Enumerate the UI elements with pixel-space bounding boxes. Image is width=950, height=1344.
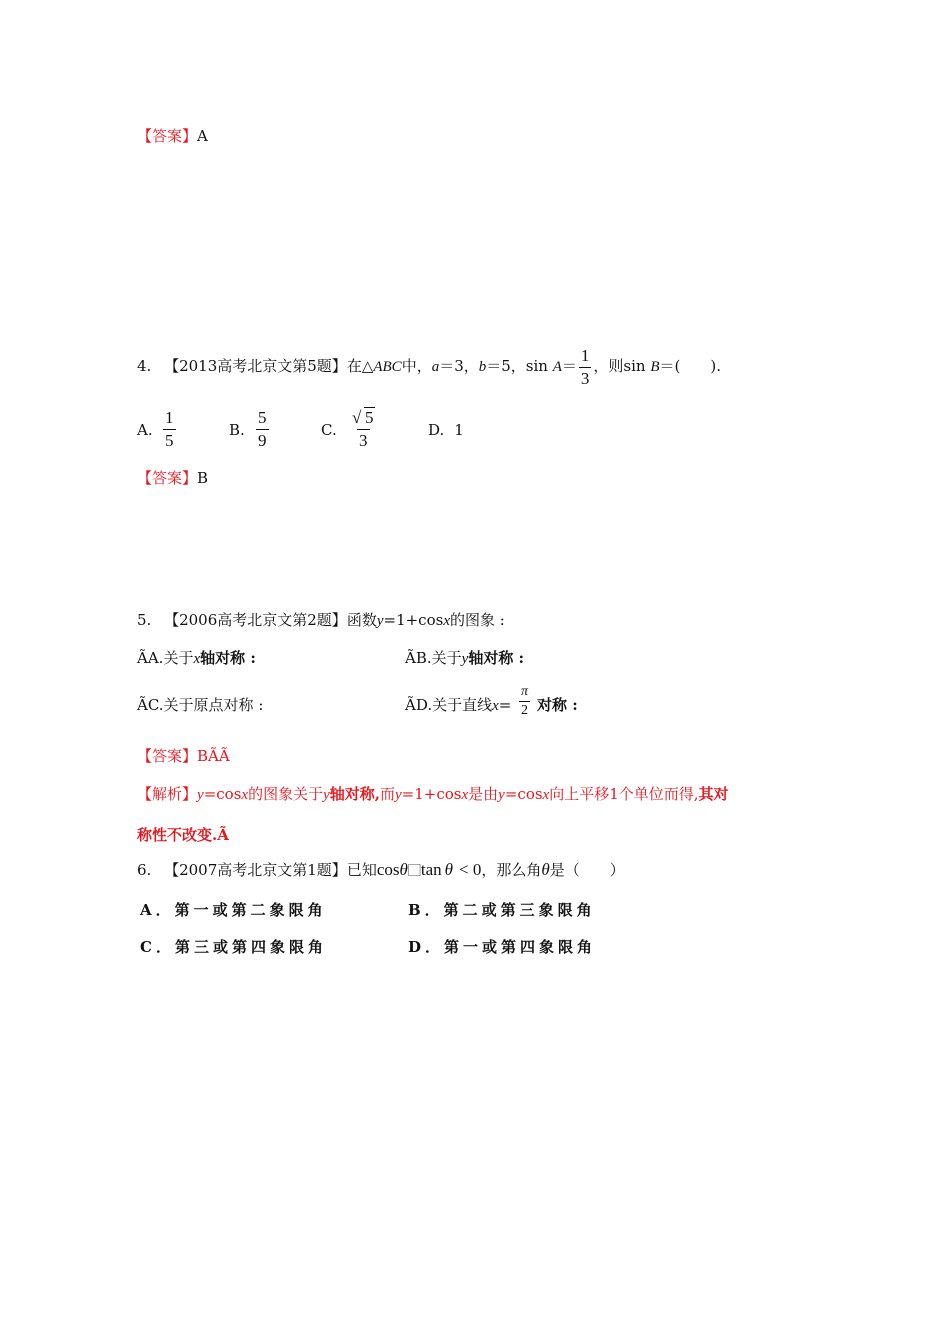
fraction-numerator	[350, 408, 377, 429]
question-text: ＝	[561, 357, 577, 375]
fraction	[256, 408, 269, 451]
option-a-value	[161, 408, 178, 451]
var-A: A	[552, 359, 562, 375]
question-text: 的图象 :	[449, 611, 505, 629]
question-text: ，则sin	[593, 357, 651, 375]
option-b	[229, 420, 245, 440]
var-y: y	[197, 787, 204, 803]
analysis-text: 其对	[698, 785, 729, 803]
fraction-pi-over-2	[519, 684, 530, 719]
q6-option-a: A．第一或第二象限角	[140, 901, 327, 919]
var-x: x	[241, 787, 249, 803]
question-text: ＝5，sin	[486, 357, 553, 375]
analysis-5-line2	[137, 825, 229, 845]
answer-value: B	[197, 469, 209, 487]
analysis-text: 的图象关于	[248, 785, 324, 803]
analysis-text: 而	[379, 785, 395, 803]
theta: θ	[399, 860, 408, 879]
analysis-text: =1+cos	[401, 785, 462, 803]
cos-text: cos	[376, 860, 400, 879]
var-y: y	[323, 787, 330, 803]
option-text: 关于	[431, 649, 462, 667]
question-number: 6.	[137, 861, 152, 879]
answer-tag: 【答案】	[137, 127, 198, 145]
answer-tag: 【答案】	[137, 469, 198, 487]
question-6	[137, 860, 625, 882]
option-text: 轴对称 :	[468, 649, 525, 667]
question-text: 是（ ）	[549, 861, 625, 879]
option-b-value	[254, 408, 271, 451]
question-number: 5.	[137, 611, 152, 629]
option-label: ÃA.	[137, 649, 164, 667]
option-c-value	[348, 408, 379, 451]
option-d	[428, 420, 464, 440]
question-number: 4.	[137, 357, 152, 375]
fraction-denominator: 9	[258, 431, 267, 450]
analysis-text: =cos	[203, 785, 242, 803]
q5-option-a	[137, 648, 256, 669]
question-text: =1+cos	[383, 611, 444, 629]
option-label: ÃC.	[137, 696, 164, 714]
var-B: B	[650, 359, 660, 375]
fraction-numerator: 1	[580, 345, 590, 365]
inequality: < 0	[459, 860, 482, 879]
question-source: 【2007高考北京文第1题】	[164, 861, 347, 879]
var-x: x	[193, 651, 201, 667]
question-source: 【2006高考北京文第2题】	[164, 611, 347, 629]
fraction-numerator: 5	[258, 408, 267, 427]
question-5	[137, 610, 505, 631]
var-x: x	[443, 613, 450, 629]
q5-option-b	[405, 648, 524, 669]
question-text: 函数	[346, 611, 377, 629]
fraction	[163, 408, 176, 451]
question-text: 中，	[401, 357, 432, 375]
option-label: B.	[229, 421, 245, 439]
q5-option-d-tail: 对称 :	[537, 696, 578, 714]
fraction-numerator: 1	[165, 408, 174, 427]
option-text: 关于	[163, 649, 194, 667]
symbol-box: ⃞	[407, 864, 421, 879]
option-c	[321, 420, 337, 440]
fraction	[350, 408, 377, 451]
option-text: =	[498, 696, 512, 714]
option-label: D.	[428, 421, 445, 439]
var-y: y	[498, 787, 505, 803]
q5-option-d	[405, 695, 511, 716]
option-text: 关于原点对称 :	[163, 696, 264, 714]
answer-tag: 【答案】	[137, 747, 198, 765]
analysis-tag: 【解析】	[137, 785, 198, 803]
option-a	[137, 420, 153, 440]
q6-option-c: C．第三或第四象限角	[140, 938, 327, 956]
sqrt-icon: √	[352, 408, 362, 427]
fraction-denominator: 5	[165, 431, 174, 450]
analysis-text: 向上平移1个单位而得,	[549, 785, 699, 803]
option-label: ÃB.	[405, 649, 432, 667]
tan-text: tan	[420, 860, 442, 879]
var-y: y	[395, 787, 402, 803]
q6-option-b: B．第二或第三象限角	[408, 901, 596, 919]
question-text: ，那么角	[481, 861, 542, 879]
analysis-text: 是由	[468, 785, 499, 803]
analysis-5-line1	[137, 784, 729, 805]
option-text: 轴对称 :	[200, 649, 256, 667]
question-text: 已知	[346, 861, 377, 879]
analysis-text: 轴对称,	[329, 785, 380, 803]
option-value: 1	[454, 421, 464, 439]
q5-option-c	[137, 695, 263, 715]
analysis-text: Ã	[217, 826, 229, 844]
var-b: b	[478, 359, 487, 375]
theta: θ	[541, 860, 550, 879]
analysis-text: 称性不改变.	[137, 826, 218, 844]
question-4	[137, 344, 721, 389]
sqrt	[352, 408, 375, 428]
question-source: 【2013高考北京文第5题】	[164, 357, 347, 375]
question-text: ＝3，	[439, 357, 479, 375]
question-text: 在△	[346, 357, 374, 375]
q5-option-d-frac	[517, 684, 532, 719]
triangle-name: ABC	[373, 359, 402, 375]
fraction-numerator: π	[521, 684, 529, 699]
fraction-denominator: 3	[580, 368, 590, 388]
fraction-one-third	[579, 346, 592, 389]
var-y: y	[461, 651, 469, 667]
question-text: ＝( ).	[659, 357, 722, 375]
option-label: C.	[321, 421, 337, 439]
fraction-denominator: 2	[521, 703, 528, 718]
var-a: a	[431, 359, 440, 375]
option-label: ÃD.	[405, 696, 433, 714]
var-x: x	[461, 787, 469, 803]
option-label: A.	[137, 421, 153, 439]
q6-option-d: D．第一或第四象限角	[408, 938, 597, 956]
var-y: y	[376, 613, 384, 629]
answer-value: A	[197, 127, 208, 145]
theta: θ	[444, 860, 454, 879]
fraction-denominator: 3	[359, 431, 368, 450]
answer-3	[137, 126, 208, 146]
option-text: 关于直线	[432, 696, 493, 714]
radicand: 5	[365, 408, 374, 427]
answer-5	[137, 746, 230, 766]
answer-value: BÃÃ	[197, 747, 230, 765]
analysis-text: =cos	[504, 785, 543, 803]
var-x: x	[542, 787, 550, 803]
var-x: x	[492, 698, 499, 714]
answer-4	[137, 468, 208, 488]
